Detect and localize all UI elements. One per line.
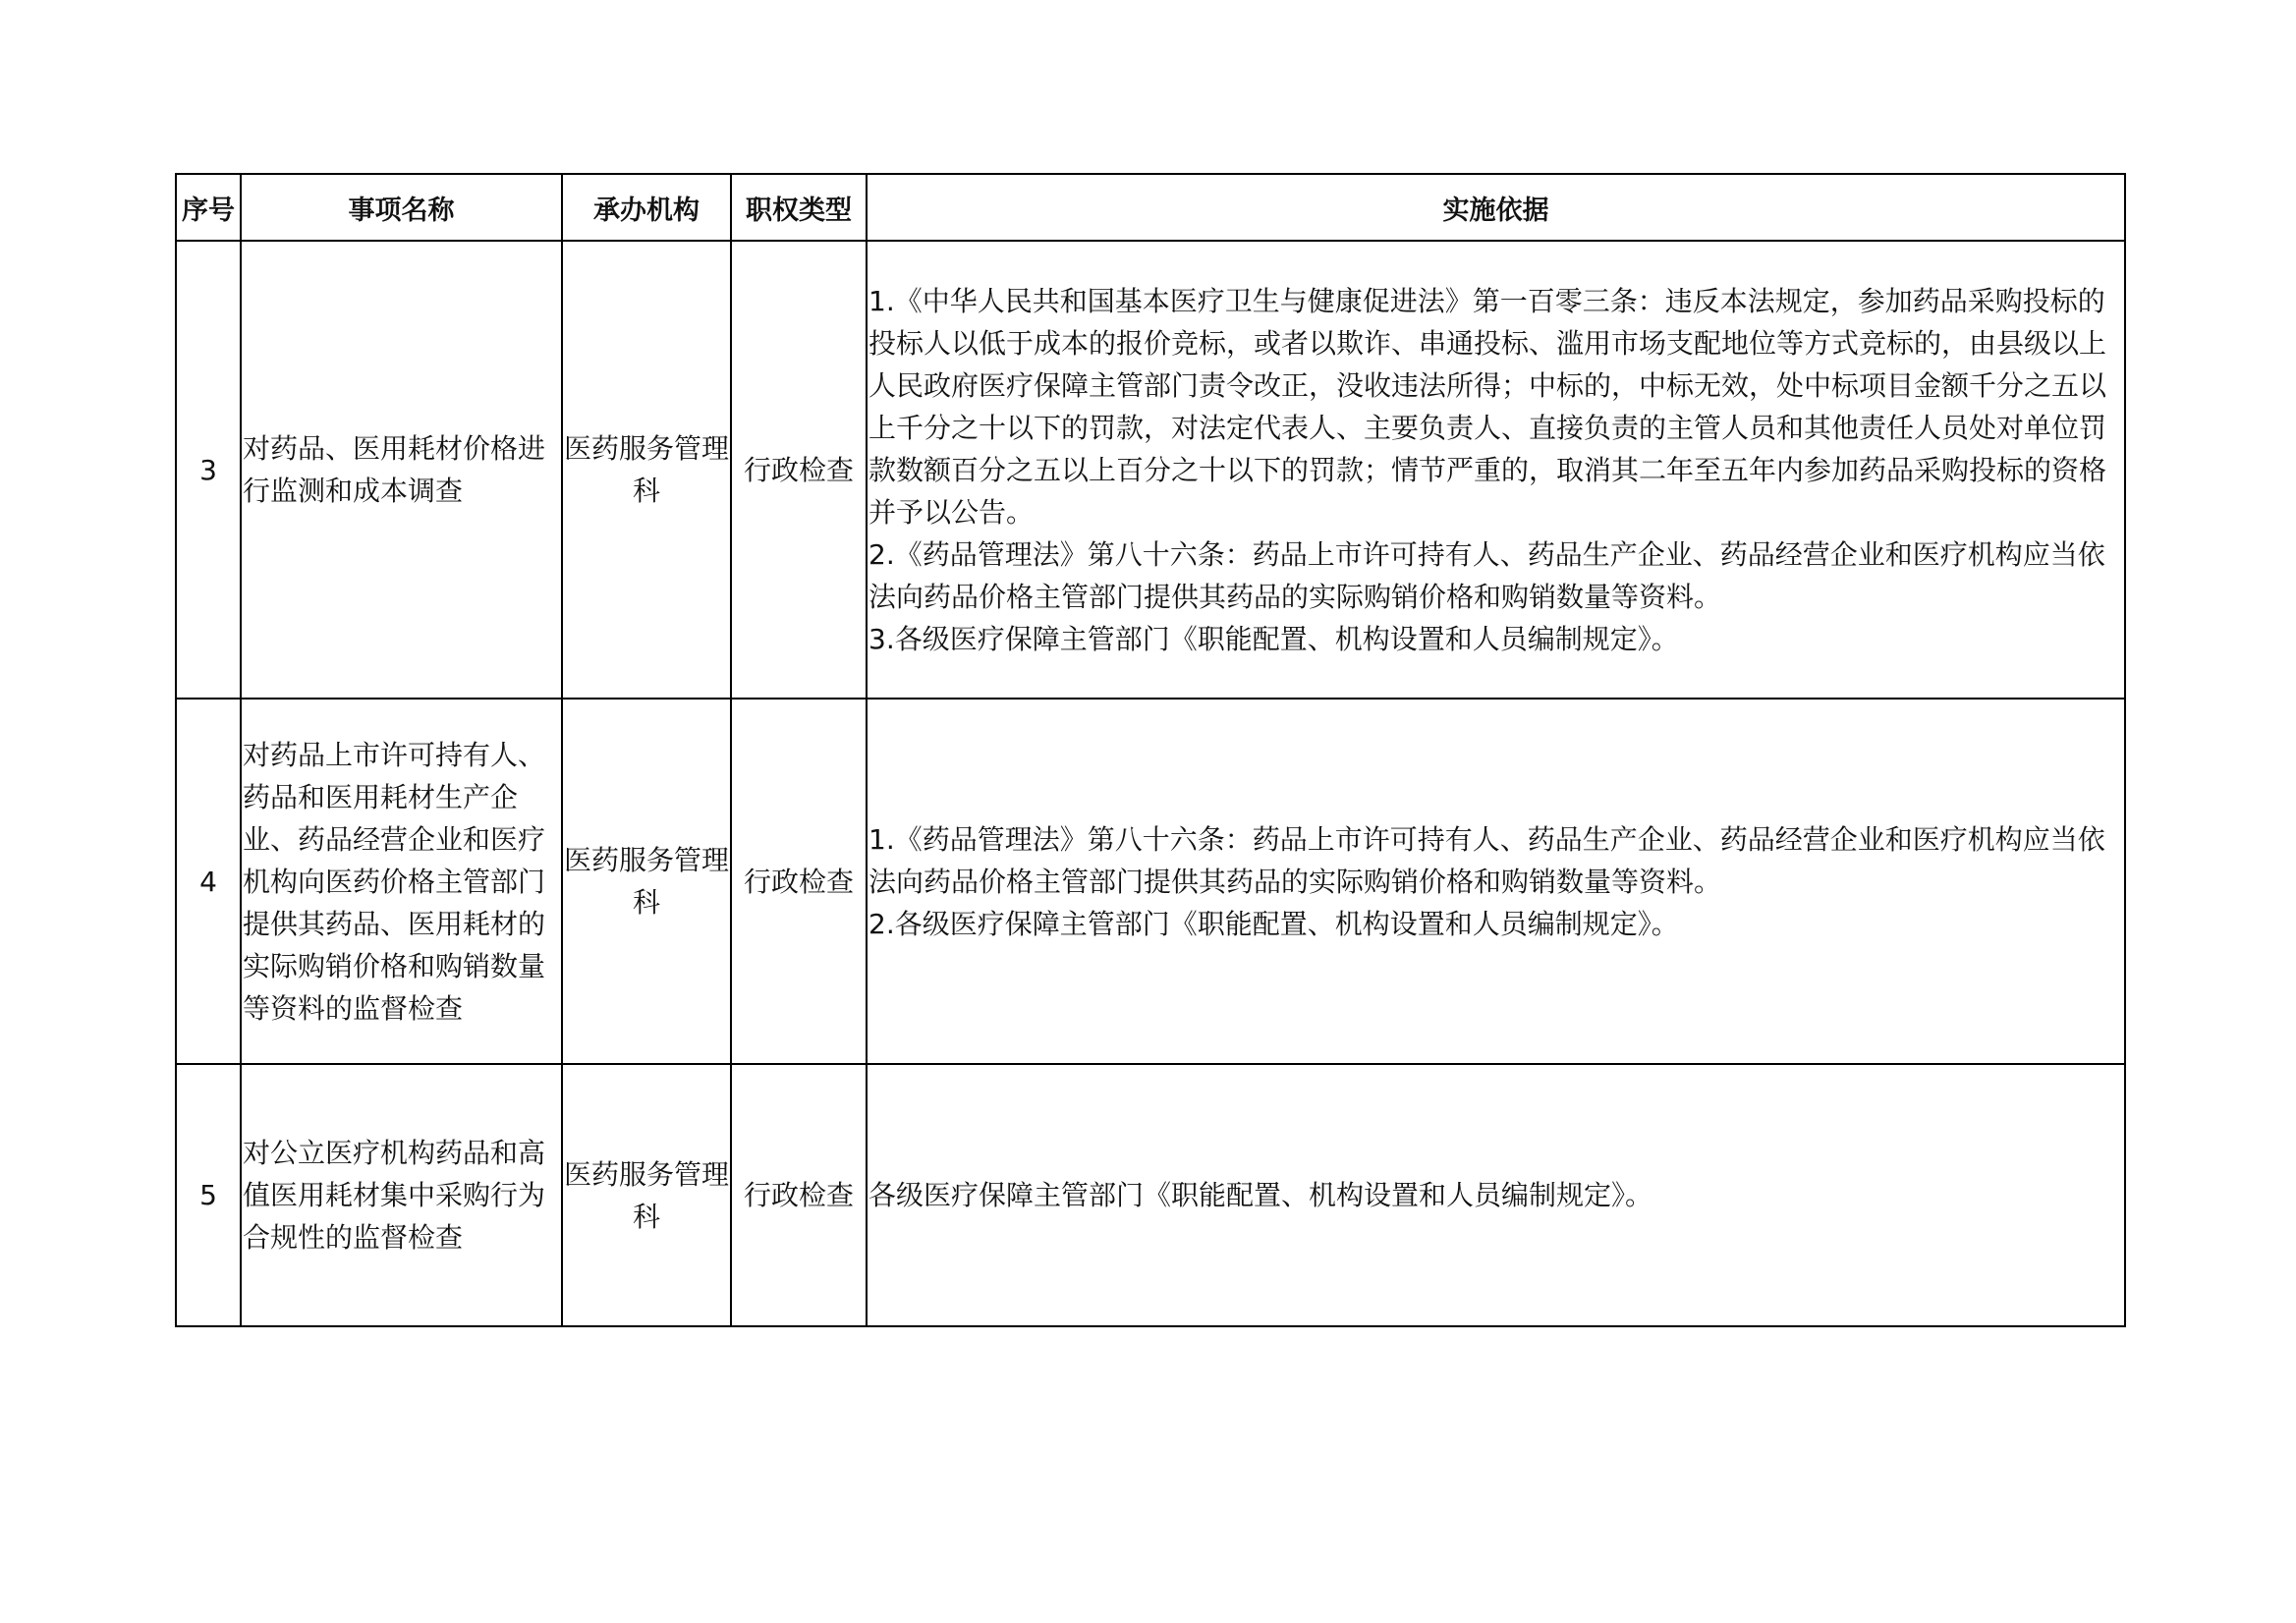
basis-clause: 1.《药品管理法》第八十六条：药品上市许可持有人、药品生产企业、药品经营企业和医疗机构应当依法向药品价格主管部门提供其药品的实际购销价格和购销数量等资料。 [868,822,2105,898]
basis-clause: 2.《药品管理法》第八十六条：药品上市许可持有人、药品生产企业、药品经营企业和医疗机构应当依法向药品价格主管部门提供其药品的实际购销价格和购销数量等资料。 [868,537,2105,613]
header-item-name: 事项名称 [241,174,562,241]
basis-clause: 3.各级医疗保障主管部门《职能配置、机构设置和人员编制规定》。 [868,622,1679,655]
row-number: 5 [176,1064,241,1326]
enforcement-items-table [175,173,2126,1327]
implementation-basis [867,699,2125,1064]
table-row [176,1064,2125,1326]
basis-clause: 1.《中华人民共和国基本医疗卫生与健康促进法》第一百零三条：违反本法规定，参加药品采购投标的投标人以低于成本的报价竞标，或者以欺诈、串通投标、滥用市场支配地位等方式竞标的，由县级以上人民政府医疗保障主管部门责令改正，没收违法所得；中标的，中标无效，处中标项目金额千分之五以上千分之十以下的罚款，对法定代表人、主要负责人、直接负责的主管人员和其他责任人员处对单位罚款数额百分之五以上百分之十以下的罚款；情节严重的，取消其二年至五年内参加药品采购投标的资格并予以公告。 [868,284,2107,529]
organization: 医药服务管理科 [562,699,731,1064]
row-number: 3 [176,241,241,699]
item-name: 对药品、医用耗材价格进行监测和成本调查 [241,241,562,699]
row-number: 4 [176,699,241,1064]
table-row [176,699,2125,1064]
organization: 医药服务管理科 [562,1064,731,1326]
table-row [176,241,2125,699]
header-organization: 承办机构 [562,174,731,241]
authority-type: 行政检查 [731,699,867,1064]
basis-clause: 各级医疗保障主管部门《职能配置、机构设置和人员编制规定》。 [868,1179,1653,1211]
implementation-basis [867,1064,2125,1326]
implementation-basis [867,241,2125,699]
header-basis: 实施依据 [867,174,2125,241]
authority-type: 行政检查 [731,241,867,699]
item-name: 对公立医疗机构药品和高值医用耗材集中采购行为合规性的监督检查 [241,1064,562,1326]
header-authority-type: 职权类型 [731,174,867,241]
authority-type: 行政检查 [731,1064,867,1326]
table-header-row [176,174,2125,241]
basis-clause: 2.各级医疗保障主管部门《职能配置、机构设置和人员编制规定》。 [868,907,1679,940]
item-name: 对药品上市许可持有人、药品和医用耗材生产企业、药品经营企业和医疗机构向医药价格主管部门提供其药品、医用耗材的实际购销价格和购销数量等资料的监督检查 [241,699,562,1064]
header-number: 序号 [176,174,241,241]
organization: 医药服务管理科 [562,241,731,699]
